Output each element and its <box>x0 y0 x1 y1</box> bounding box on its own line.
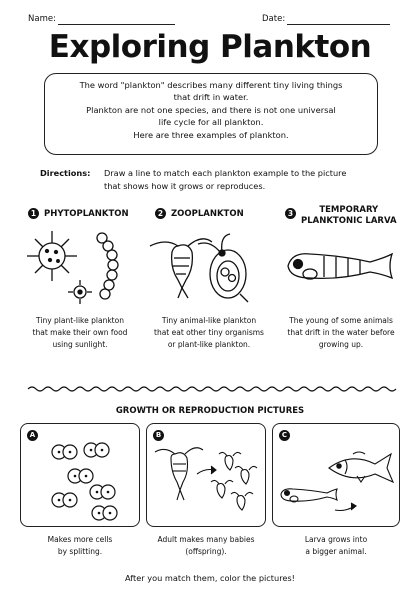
desc-line: that drift in the water before <box>287 328 395 337</box>
picture-card-c[interactable] <box>272 423 400 527</box>
caption-line: Adult makes many babies <box>157 535 255 544</box>
name-label: Name: <box>28 14 56 24</box>
name-line[interactable] <box>58 24 175 25</box>
caption-line: Makes more cells <box>47 535 113 544</box>
example-title-zooplankton: ZOOPLANKTON <box>171 209 244 219</box>
example-desc-zooplankton <box>143 315 275 351</box>
intro-line: Plankton are not one species, and there is not one universal <box>86 104 336 115</box>
card-letter-a: A <box>27 430 38 441</box>
arrow-icon <box>335 503 356 511</box>
page-title: Exploring Plankton <box>48 29 372 65</box>
card-caption-b <box>146 534 266 558</box>
desc-line: that make their own food <box>32 328 128 337</box>
caption-line: (offspring). <box>185 547 227 556</box>
caption-line: a bigger animal. <box>305 547 367 556</box>
caption-line: by splitting. <box>57 547 103 556</box>
example-number-2: 2 <box>155 208 166 219</box>
example-title-phytoplankton: PHYTOPLANKTON <box>44 209 129 219</box>
cell-division-illustration <box>39 432 129 520</box>
arrow-icon <box>197 466 216 474</box>
directions-label: Directions: <box>40 168 91 178</box>
example-desc-larva <box>272 315 410 351</box>
date-label: Date: <box>262 14 286 24</box>
desc-line: growing up. <box>318 340 364 349</box>
larva-illustration[interactable] <box>284 244 394 300</box>
intro-line: Here are three examples of plankton. <box>133 129 289 140</box>
intro-line: The word "plankton" describes many different tiny living things <box>79 80 343 90</box>
picture-card-a[interactable] <box>20 423 140 527</box>
example-title-line: TEMPORARY <box>319 205 379 215</box>
larva-growth-illustration <box>279 446 395 522</box>
card-letter-c: C <box>279 430 290 441</box>
desc-line: The young of some animals <box>289 316 393 325</box>
zooplankton-illustration[interactable] <box>148 228 256 308</box>
example-desc-phytoplankton <box>20 315 140 351</box>
example-number-3: 3 <box>285 208 296 219</box>
intro-line: life cycle for all plankton. <box>158 117 264 128</box>
section-title: GROWTH OR REPRODUCTION PICTURES <box>115 406 305 416</box>
wavy-divider <box>28 385 392 393</box>
card-caption-c <box>272 534 400 558</box>
desc-line: using sunlight. <box>52 340 108 349</box>
example-title-larva <box>301 205 397 227</box>
example-number-1: 1 <box>28 208 39 219</box>
desc-line: or plant-like plankton. <box>167 340 251 349</box>
offspring-illustration <box>153 438 263 522</box>
card-letter-b: B <box>153 430 164 441</box>
desc-line: Tiny plant-like plankton <box>36 316 124 325</box>
desc-line: Tiny animal-like plankton <box>161 316 257 325</box>
directions-text: Draw a line to match each plankton example to the picture that shows how it grows or reproduces. <box>104 168 347 191</box>
card-caption-a <box>20 534 140 558</box>
footer-note: After you match them, color the pictures! <box>125 573 295 583</box>
picture-card-b[interactable] <box>146 423 266 527</box>
phytoplankton-illustration[interactable] <box>30 228 130 308</box>
example-title-line: PLANKTONIC LARVA <box>301 216 397 226</box>
intro-line: that drift in water. <box>173 92 249 103</box>
date-line[interactable] <box>287 24 390 25</box>
caption-line: Larva grows into <box>304 535 368 544</box>
intro-box <box>44 73 378 155</box>
desc-line: that eat other tiny organisms <box>154 328 264 337</box>
